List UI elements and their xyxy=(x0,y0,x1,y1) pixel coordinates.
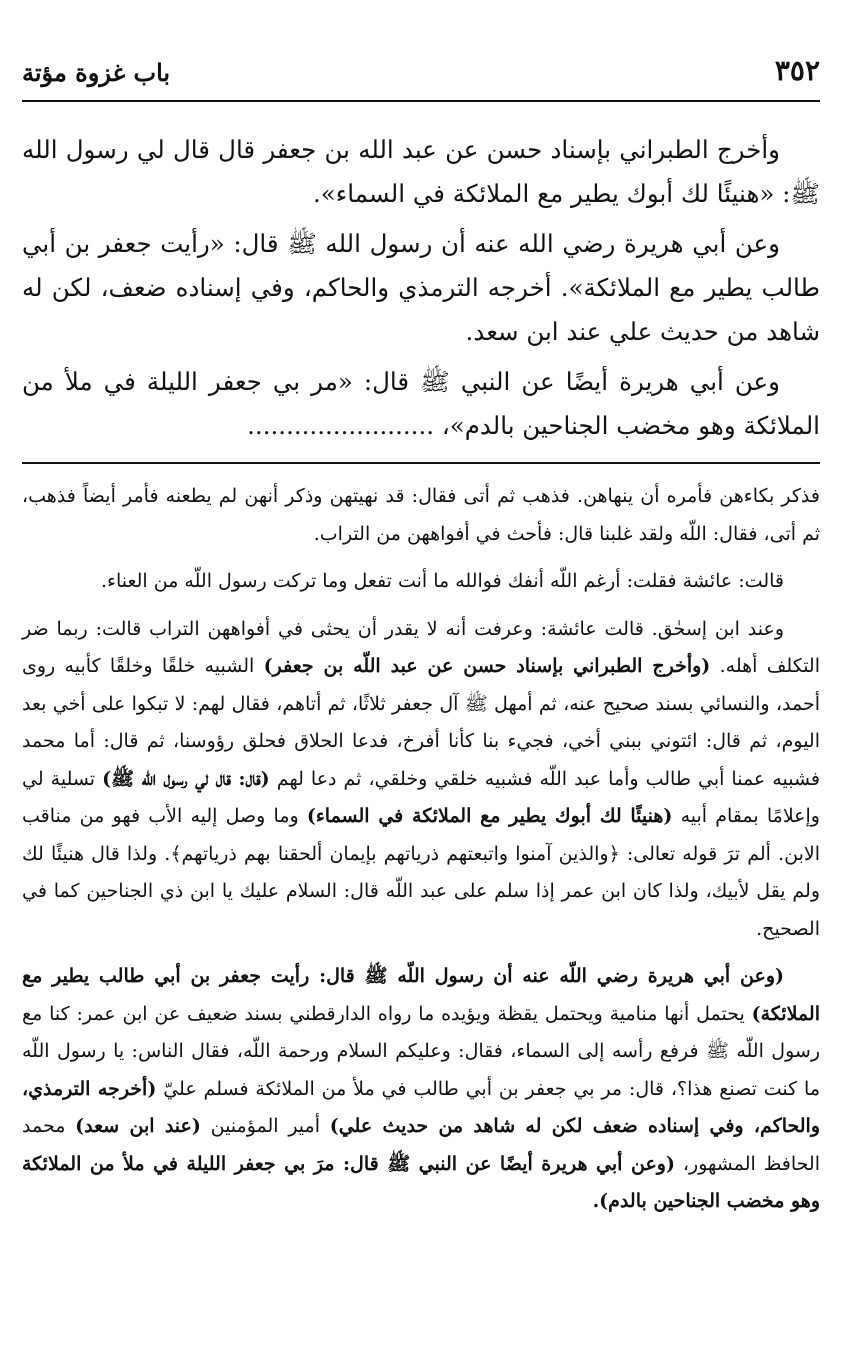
quoted-matn: (وعن أبي هريرة رضي اللّه عنه أن رسول اللّه ﷺ قال: رأيت جعفر بن أبي طالب يطير مع الملائكة) xyxy=(22,965,820,1025)
main-text xyxy=(22,128,820,454)
quoted-matn: (قال: قال لي رسول اللّه ﷺ) xyxy=(102,767,270,790)
ellipsis-dots: ........................ xyxy=(247,411,435,440)
quoted-matn: (وأخرج الطبراني بإسناد حسن عن عبد اللّه بن جعفر) xyxy=(263,655,711,677)
quoted-matn: (أخرجه الترمذي، والحاكم، وفي إسناده ضعف لكن له شاهد من حديث علي) xyxy=(22,1077,820,1137)
commentary-text-run: وما وصل إليه الأب فهو من مناقب الابن. ألم ترَ قوله تعالى: ﴿والذين آمنوا واتبعتهم ذرياتهم بإيمان ألحقنا بهم ذرياتهم﴾. ولذا قال هنيئًا لك ولم يقل لأبيك، ولذا كان ابن عمر إذا سلم على عبد اللّه قال: السلام عليك يا ابن ذي الجناحين كما في الصحيح. xyxy=(22,805,820,940)
chapter-title: باب غزوة مؤتة xyxy=(22,58,171,87)
page-header xyxy=(22,48,820,98)
commentary-text-run: يحتمل أنها منامية ويحتمل يقظة ويؤيده ما رواه الدارقطني بسند ضعيف عن ابن عمر: كنا مع رسول اللّه ﷺ فرفع رأسه إلى السماء، فقال: وعليكم السلام ورحمة اللّه، فقال الناس: يا رسول اللّه ما كنت تصنع هذا؟، قال: مر بي جعفر بن أبي طالب في ملأ من الملائكة فسلم عليّ xyxy=(22,1002,821,1100)
section-divider xyxy=(22,462,820,464)
header-divider xyxy=(22,100,820,102)
main-paragraph xyxy=(22,360,820,448)
commentary-text-run: وعند ابن إسحٰق. قالت عائشة: وعرفت أنه لا يقدر أن يحثى في أفواههن التراب قالت: ربما ضر التكلف أهله. xyxy=(22,617,820,677)
commentary-paragraph: قالت: عائشة فقلت: أرغم اللّه أنفك فوالله ما أنت تفعل وما تركت رسول اللّه من العناء. xyxy=(100,570,784,592)
main-paragraph: وعن أبي هريرة رضي الله عنه أن رسول الله ﷺ قال: «رأيت جعفر بن أبي طالب يطير مع الملائكة». أخرجه الترمذي والحاكم، وفي إسناده ضعف، لكن له شاهد من حديث علي عند ابن سعد. xyxy=(22,229,820,346)
main-paragraph: وأخرج الطبراني بإسناد حسن عن عبد الله بن جعفر قال قال لي رسول الله ﷺ: «هنيئًا لك أبوك يطير مع الملائكة في السماء». xyxy=(22,135,820,208)
commentary-text-run: تسلية لي وإعلامًا بمقام أبيه xyxy=(22,767,820,827)
commentary-text-run: الشبيه خلقًا وخلقًا كأبيه روى أحمد، والنسائي بسند صحيح عنه، ثم أمهل ﷺ آل جعفر ثلاثًا، ثم أتاهم، فقال لهم: لا تبكوا على أخي بعد اليوم، ثم قال: ائتوني ببني أخي، فجيء بنا كأنا أفرخ، فدعا الحلاق فحلق رؤوسنا، ثم قال: أما محمد فشبيه عمنا أبي طالب وأما عبد اللّه فشبيه خلقي وخلقي، ثم دعا لهم xyxy=(22,655,820,790)
main-paragraph-text: وعن أبي هريرة أيضًا عن النبي ﷺ قال: «مر بي جعفر الليلة في ملأ من الملائكة وهو مخضب الجناحين بالدم»، xyxy=(22,367,820,440)
commentary-paragraph xyxy=(22,958,820,1221)
quoted-matn: (وعن أبي هريرة أيضًا عن النبي ﷺ قال: مرَ بي جعفر الليلة في ملأ من الملائكة وهو مخضب الجناحين بالدم). xyxy=(22,1152,820,1212)
quoted-matn: (عند ابن سعد) xyxy=(75,1115,201,1137)
commentary-text-run: محمد الحافظ المشهور، xyxy=(22,1115,820,1175)
commentary-paragraph xyxy=(22,611,820,949)
page-number: ٣٥٢ xyxy=(774,54,820,87)
quoted-matn: (هنيئًا لك أبوك يطير مع الملائكة في السماء) xyxy=(306,805,673,827)
commentary-paragraph: فذكر بكاءهن فأمره أن ينهاهن. فذهب ثم أتى فقال: قد نهيتهن وذكر أنهن لم يطعنه فأمر أيضاً فذهب، ثم أتى، فقال: اللّه ولقد غلبنا قال: فأحث في أفواههن من التراب. xyxy=(22,485,820,545)
commentary-text-run: أمير المؤمنين xyxy=(210,1115,320,1137)
commentary-text xyxy=(22,478,820,1231)
